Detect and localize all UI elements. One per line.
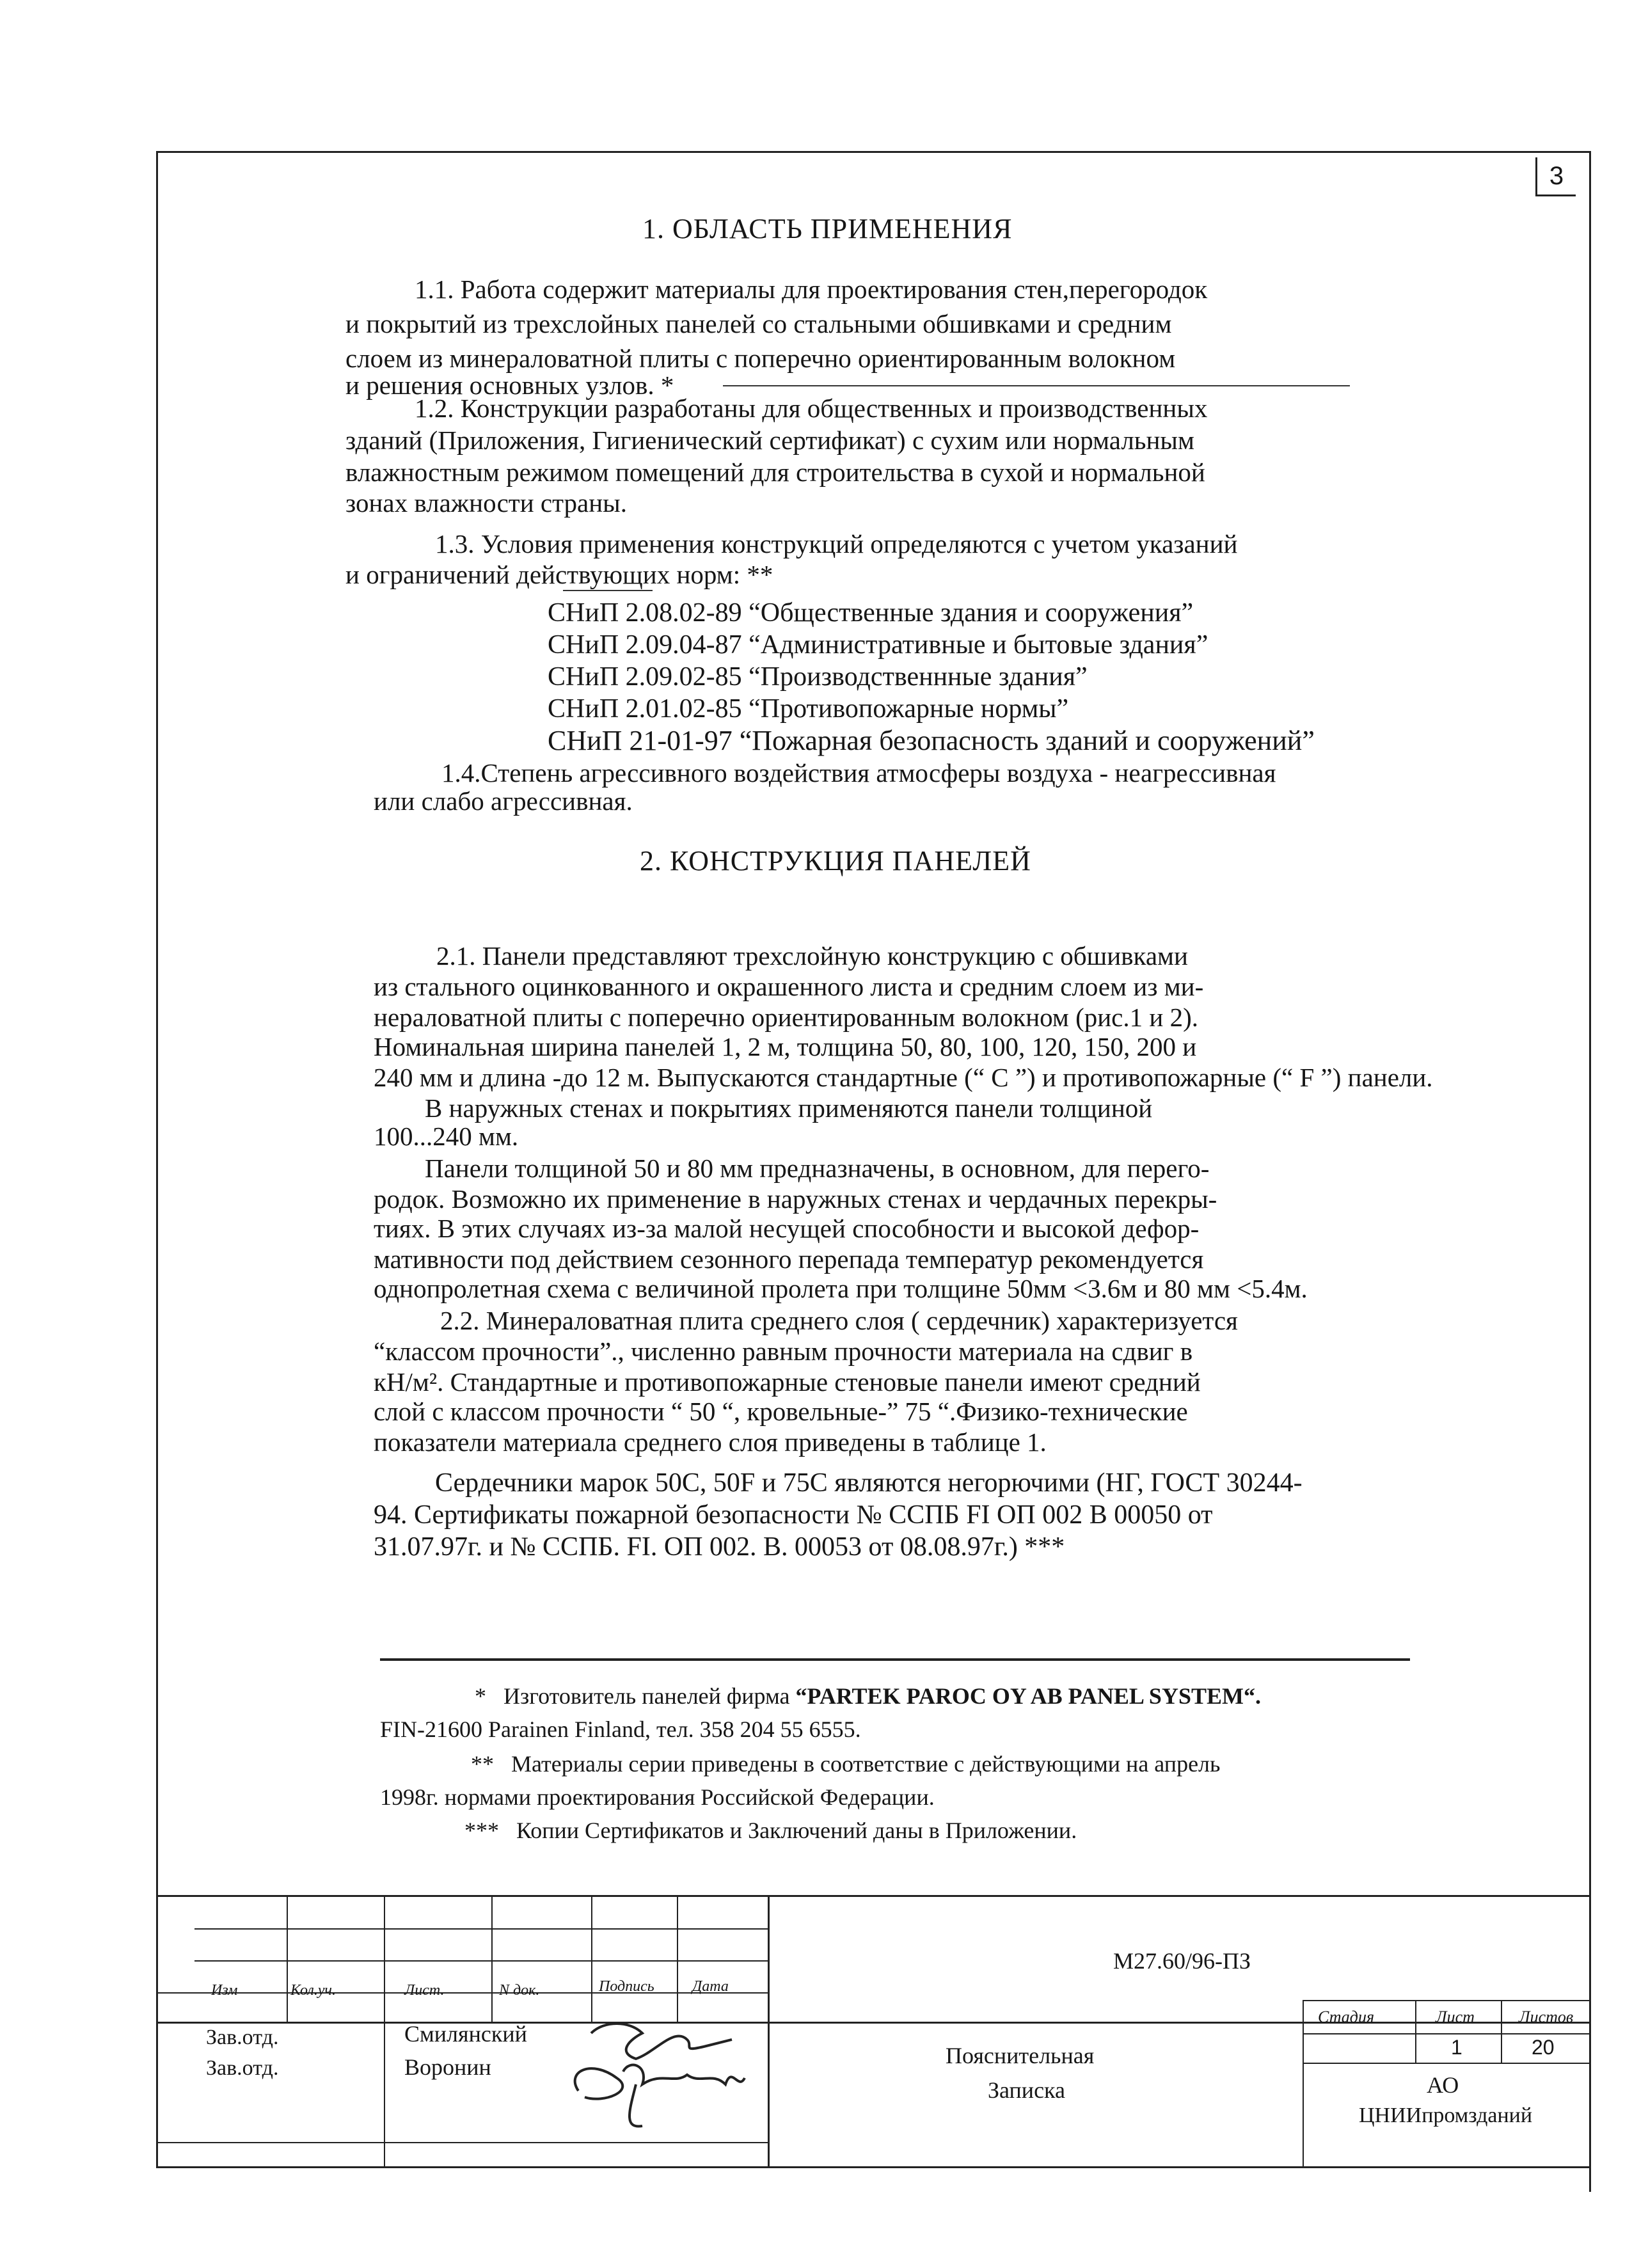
s2-line: мативности под действием сезонного перепада температур рекомендуется xyxy=(374,1244,1204,1274)
footnote-separator xyxy=(380,1658,1410,1661)
col-n-dok: N док. xyxy=(499,1982,540,1999)
frame-left-border xyxy=(156,151,158,2166)
footnote-text: Копии Сертификатов и Заключений даны в Приложении. xyxy=(516,1818,1077,1843)
strike-line xyxy=(563,590,653,591)
section1-heading: 1. ОБЛАСТЬ ПРИМЕНЕНИЯ xyxy=(642,213,1013,244)
document-name-line2: Записка xyxy=(988,2077,1065,2103)
s1-line: 1.4.Степень агрессивного воздействия атмосферы воздуха - неагрессивная xyxy=(441,758,1276,788)
s1-line: и ограничений действующих норм: ** xyxy=(345,560,773,589)
s1-line: 1.3. Условия применения конструкций определяются с учетом указаний xyxy=(435,529,1238,559)
manufacturer-name: “PARTEK PAROC OY AB PANEL SYSTEM“. xyxy=(795,1683,1261,1709)
col-kol-uch: Кол.уч. xyxy=(290,1982,336,1999)
footnote-2 xyxy=(471,1750,1220,1777)
snip-line: СНиП 2.08.02-89 “Общественные здания и сооружения” xyxy=(548,598,1194,628)
s1-line: слоем из минераловатной плиты с поперечно ориентированным волокном xyxy=(345,344,1176,373)
footnote-1 xyxy=(475,1683,1261,1709)
footnote-marker: * xyxy=(475,1683,486,1709)
footnote-3 xyxy=(464,1817,1077,1844)
role-2: Зав.отд. xyxy=(206,2056,279,2080)
s2-line: из стального оцинкованного и окрашенного листа и средним слоем из ми- xyxy=(374,972,1204,1001)
frame-right-border xyxy=(1589,151,1591,2192)
s2-line: 240 мм и длина -до 12 м. Выпускаются стандартные (“ С ”) и противопожарные (“ F ”) панели. xyxy=(374,1063,1433,1092)
col-izm: Изм xyxy=(211,1982,238,1999)
name-2: Воронин xyxy=(404,2054,491,2080)
signature-image xyxy=(566,2014,757,2136)
s1-line: 1.1. Работа содержит материалы для проектирования стен,перегородок xyxy=(415,274,1208,304)
s1-line: влажностным режимом помещений для строительства в сухой и нормальной xyxy=(345,457,1205,487)
sheets-value: 20 xyxy=(1532,2036,1555,2059)
s2-line: слой с классом прочности “ 50 “, кровельные-” 75 “.Физико-технические xyxy=(374,1397,1188,1426)
document-name-line1: Пояснительная xyxy=(946,2043,1095,2068)
s1-line: зданий (Приложения, Гигиенический сертификат) с сухим или нормальным xyxy=(345,425,1194,455)
frame-top-border xyxy=(156,151,1590,153)
snip-line: СНиП 21-01-97 “Пожарная безопасность зданий и сооружений” xyxy=(548,725,1315,756)
s2-line: Номинальная ширина панелей 1, 2 м, толщина 50, 80, 100, 120, 150, 200 и xyxy=(374,1032,1197,1061)
s2-line: однопролетная схема с величиной пролета при толщине 50мм <3.6м и 80 мм <5.4м. xyxy=(374,1274,1308,1303)
snip-line: СНиП 2.09.02-85 “Производственнные здания” xyxy=(548,662,1088,692)
s2-line: показатели материала среднего слоя приведены в таблице 1. xyxy=(374,1427,1047,1457)
s2-line: Панели толщиной 50 и 80 мм предназначены, в основном, для перего- xyxy=(425,1154,1210,1183)
section2-heading: 2. КОНСТРУКЦИЯ ПАНЕЛЕЙ xyxy=(640,845,1031,876)
sheet-value: 1 xyxy=(1451,2036,1462,2059)
snip-line: СНиП 2.09.04-87 “Административные и бытовые здания” xyxy=(548,630,1208,660)
s2-line: 94. Сертификаты пожарной безопасности № ССПБ FI ОП 002 В 00050 от xyxy=(374,1500,1213,1530)
strike-line xyxy=(723,385,1350,386)
s1-line: и решения основных узлов. * xyxy=(345,370,674,400)
snip-line: СНиП 2.01.02-85 “Противопожарные нормы” xyxy=(548,694,1069,724)
organization-line1: АО xyxy=(1427,2072,1459,2098)
s1-line: и покрытий из трехслойных панелей со стальными обшивками и средним xyxy=(345,309,1172,338)
sheet-label: Лист xyxy=(1436,2008,1475,2026)
stage-label: Стадия xyxy=(1318,2008,1375,2026)
footnote-marker: *** xyxy=(464,1818,499,1843)
organization-line2: ЦНИИпромзданий xyxy=(1359,2104,1533,2127)
s2-line: Сердечники марок 50C, 50F и 75C являются негорючими (НГ, ГОСТ 30244- xyxy=(435,1468,1303,1498)
frame-bottom-border xyxy=(156,2166,1590,2168)
footnote-2-line2: 1998г. нормами проектирования Российской Федерации. xyxy=(380,1784,935,1810)
s2-line: кН/м². Стандартные и противопожарные стеновые панели имеют средний xyxy=(374,1367,1201,1397)
s2-line: нераловатной плиты с поперечно ориентированным волокном (рис.1 и 2). xyxy=(374,1003,1198,1032)
s1-line: зонах влажности страны. xyxy=(345,488,627,518)
footnote-text: Изготовитель панелей фирма xyxy=(503,1683,796,1709)
page-number: 3 xyxy=(1535,157,1576,196)
footnote-1-line2: FIN-21600 Parainen Finland, тел. 358 204 55 6555. xyxy=(380,1717,861,1742)
col-list: Лист. xyxy=(404,1982,445,1999)
title-block xyxy=(156,1895,1590,2166)
s2-line: В наружных стенах и покрытиях применяются панели толщиной xyxy=(425,1093,1153,1123)
footnote-marker: ** xyxy=(471,1751,494,1777)
s2-line: родок. Возможно их применение в наружных стенах и чердачных перекры- xyxy=(374,1184,1217,1214)
s2-line: 2.1. Панели представляют трехслойную конструкцию с обшивками xyxy=(436,941,1188,971)
s2-line: тиях. В этих случаях из-за малой несущей способности и высокой дефор- xyxy=(374,1214,1200,1243)
name-1: Смилянский xyxy=(404,2021,527,2047)
s1-line: 1.2. Конструкции разработаны для общественных и производственных xyxy=(415,393,1208,423)
s2-line: 100...240 мм. xyxy=(374,1122,519,1151)
s2-line: “классом прочности”., численно равным прочности материала на сдвиг в xyxy=(374,1336,1193,1366)
col-podpis: Подпись xyxy=(599,1978,654,1995)
s1-line: или слабо агрессивная. xyxy=(374,786,633,816)
role-1: Зав.отд. xyxy=(206,2026,279,2049)
s2-line: 31.07.97г. и № ССПБ. FI. ОП 002. В. 00053 от 08.08.97г.) *** xyxy=(374,1532,1065,1562)
col-data: Дата xyxy=(692,1978,729,1995)
s2-line: 2.2. Минераловатная плита среднего слоя ( сердечник) характеризуется xyxy=(440,1306,1238,1335)
document-code: М27.60/96-ПЗ xyxy=(1113,1948,1251,1974)
footnote-text: Материалы серии приведены в соответствие с действующими на апрель xyxy=(511,1751,1221,1777)
sheets-label: Листов xyxy=(1519,2008,1574,2026)
